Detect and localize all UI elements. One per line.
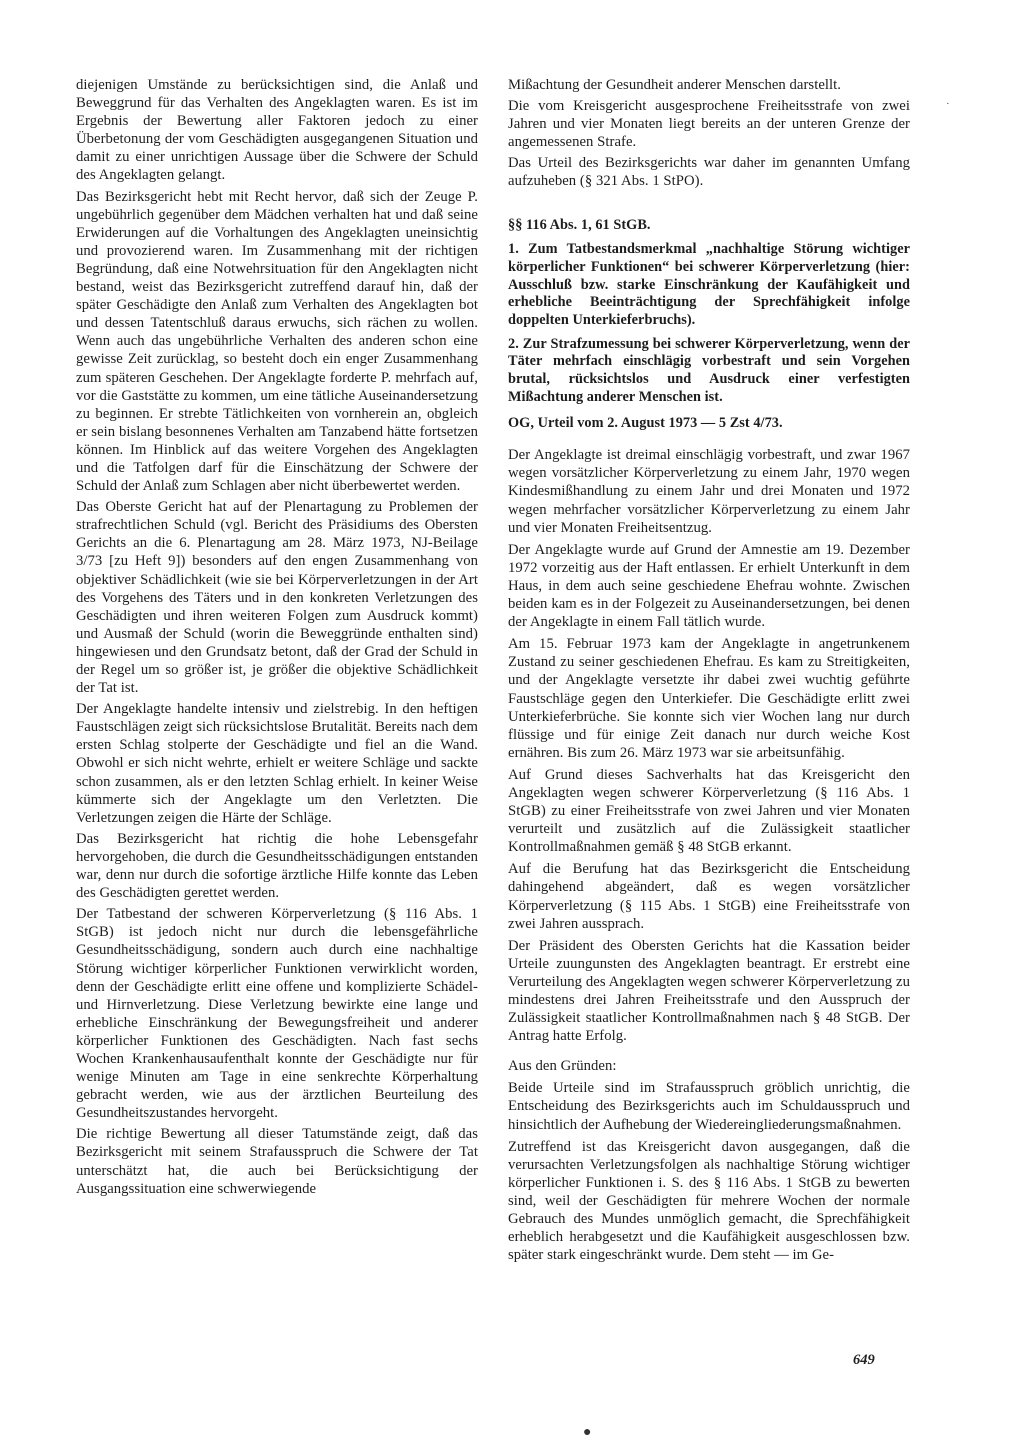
left-column <box>76 76 478 1201</box>
paragraph: Der Präsident des Obersten Gerichts hat die Kassation beider Urteile zuungunsten des Angeklagten beantragt. Er erstrebt eine Verurteilung des Angeklagten wegen schwerer Körperverletzung zu mindestens drei Jahren Freiheitsstrafe und den Ausspruch der Zulässigkeit staatlicher Kontrollmaßnahmen nach § 48 StGB. Der Antrag hatte Erfolg. <box>508 937 910 1045</box>
paragraph: Der Tatbestand der schweren Körperverletzung (§ 116 Abs. 1 StGB) ist jedoch nicht nur durch die lebensgefährliche Gesundheitsschädigung, sondern auch durch eine nachhaltige Störung wichtiger körperlicher Funktionen verwirklicht worden, denn der Geschädigte erlitt eine offene und komplizierte Schädel- und Hirnverletzung. Diese Verletzung bewirkte eine lange und erhebliche Einschränkung der Bewegungsfreiheit und anderer körperlicher Funktionen des Geschädigten. Nach fast sechs Wochen Krankenhausaufenthalt konnte der Geschädigte nur für wenige Minuten am Tage in eine senkrechte Körperhaltung gebracht werden, wie aus der ärztlichen Beurteilung des Gesundheitszustandes hervorgeht. <box>76 906 478 1122</box>
case-headnote <box>508 217 910 433</box>
paragraph: Auf Grund dieses Sachverhalts hat das Kreisgericht den Angeklagten wegen schwerer Körperverletzung (§ 116 Abs. 1 StGB) zu einer Freiheitsstrafe von zwei Jahren und vier Monaten verurteilt und zusätzlich auf die Zulässigkeit staatlicher Kontrollmaßnahmen gemäß § 48 StGB erkannt. <box>508 766 910 856</box>
paragraph: Die richtige Bewertung all dieser Tatumstände zeigt, daß das Bezirksgericht mit seinem Strafausspruch die Schwere der Tat unterschätzt hat, die auch bei Berücksichtigung der Ausgangssituation eine schwerwiegende <box>76 1126 478 1197</box>
headnote-point-1: 1. Zum Tatbestandsmerkmal „nachhaltige Störung wichtiger körperlicher Funktionen“ bei schwerer Körperverletzung (hier: Ausschluß bzw. starke Einschränkung der Kaufähigkeit und erhebliche Beeinträchtigung der Sprechfähigkeit infolge doppelten Unterkieferbruchs). <box>508 241 910 329</box>
paragraph: Das Bezirksgericht hebt mit Recht hervor, daß sich der Zeuge P. ungebührlich gegenüber dem Mädchen verhalten hat und daß seine Erwiderungen auf die Vorhaltungen des Angeklagten uneinsichtig und provozierend waren. Im Zusammenhang mit der richtigen Begründung, daß eine Notwehrsituation für den Angeklagten nicht bestand, weist das Bezirksgericht zutreffend darauf hin, daß der später Geschädigte den Anlaß zum Verhalten des Angeklagten bot und dessen Tatentschluß daraus erwuchs, sich rächen zu wollen. Wenn auch das ungebührliche Verhalten des anderen schon eine gewisse Zeit zurücklag, so besteht doch ein enger Zusammenhang zum späteren Geschehen. Der Angeklagte forderte P. mehrfach auf, vor die Gaststätte zu kommen, um eine tätliche Auseinandersetzung zu beginnen. Er strebte Tätlichkeiten von vornherein an, obgleich er sein bislang besonnenes Verhalten am Tanzabend hätte fortsetzen können. Im Hinblick auf das weitere Vorgehen des Angeklagten und die Tatfolgen darf für die Einschätzung der Schwere der Schuld der Anlaß zum Schlagen aber nicht überbewertet werden. <box>76 188 478 495</box>
paragraph: Das Bezirksgericht hat richtig die hohe Lebensgefahr hervorgehoben, die durch die Gesundheitsschädigungen entstanden war, denn nur durch die sofortige ärztliche Hilfe konnte das Leben des Geschädigten gerettet werden. <box>76 830 478 902</box>
continued-text <box>508 76 910 191</box>
paragraph: Das Urteil des Bezirksgerichts war daher im genannten Umfang aufzuheben (§ 321 Abs. 1 StPO). <box>508 155 910 190</box>
court-citation: OG, Urteil vom 2. August 1973 — 5 Zst 4/73. <box>508 414 783 431</box>
paragraph: Der Angeklagte wurde auf Grund der Amnestie am 19. Dezember 1972 vorzeitig aus der Haft entlassen. Er erhielt Unterkunft in dem Haus, in dem auch seine geschiedene Ehefrau wohnte. Zwischen beiden kam es in der Folgezeit zu Auseinandersetzungen, bei denen der Angeklagte in einem Fall tätlich wurde. <box>508 541 910 631</box>
paragraph: diejenigen Umstände zu berücksichtigen sind, die Anlaß und Beweggrund für das Verhalten des Angeklagten waren. Es ist im Ergebnis der Bewertung aller Faktoren jedoch zu einer Überbetonung der vom Geschädigten ausgegangenen Situation und damit zu einer unrichtigen Aussage über die Schwere der Schuld des Angeklagten gelangt. <box>76 77 478 184</box>
paragraph: Der Angeklagte handelte intensiv und zielstrebig. In den heftigen Faustschlägen zeigt sich rücksichtslose Brutalität. Bereits nach dem ersten Schlag stolperte der Geschädigte und fiel an die Wand. Obwohl er sich nicht wehrte, erhielt er weitere Schläge und sackte schon zusammen, als er den letzten Schlag erhielt. In keiner Weise kümmerte sich der Angeklagte um den Verletzten. Die Verletzungen zeigen die Härte der Schläge. <box>76 701 478 826</box>
paragraph: Beide Urteile sind im Strafausspruch gröblich unrichtig, die Entscheidung des Bezirksgerichts auch im Schuldausspruch und hinsichtlich der Aufhebung der Wiedereingliederungsmaßnahmen. <box>508 1080 910 1133</box>
headnote-point-2: 2. Zur Strafzumessung bei schwerer Körperverletzung, wenn der Täter mehrfach einschlägig vorbestraft und sein Vorgehen brutal, rücksichtslos und Ausdruck einer verfestigten Mißachtung anderer Menschen ist. <box>508 335 910 405</box>
paragraph: Zutreffend ist das Kreisgericht davon ausgegangen, daß die verursachten Verletzungsfolgen als nachhaltige Störung wichtiger körperlicher Funktionen i. S. des § 116 Abs. 1 StGB zu bewerten sind, weil der Geschädigten für mehrere Wochen der normale Gebrauch des Mundes unmöglich gemacht, die Sprechfähigkeit erheblich herabgesetzt und die Kaufähigkeit ausgeschlossen bzw. später stark eingeschränkt wurde. Dem steht — im Ge- <box>508 1138 910 1264</box>
paragraph: Das Oberste Gericht hat auf der Plenartagung zu Problemen der strafrechtlichen Schuld (vgl. Bericht des Präsidiums des Obersten Gerichts an die 6. Plenartagung am 28. März 1973, NJ-Beilage 3/73 [zu Heft 9]) besonders auf den engen Zusammenhang von objektiver Schädlichkeit (wie sie bei Körperverletzungen in der Art des Vorgehens des Täters und in den konkreten Verletzungen des Geschädigten und ihren weiteren Folgen zum Ausdruck kommt) und Ausmaß der Schuld (worin die Beweggründe enthalten sind) hingewiesen und den Grundsatz betont, daß der Grad der Schuld in der Regel um so größer ist, je größer die objektive Schädlichkeit der Tat ist. <box>76 499 478 697</box>
right-column <box>508 76 910 1268</box>
paragraph: Die vom Kreisgericht ausgesprochene Freiheitsstrafe von zwei Jahren und vier Monaten liegt bereits an der unteren Grenze der angemessenen Strafe. <box>508 98 910 151</box>
paragraph: Am 15. Februar 1973 kam der Angeklagte in angetrunkenem Zustand zu seiner geschiedenen Ehefrau. Es kam zu Streitigkeiten, und der Angeklagte versetzte ihr dabei zwei wuchtig geführte Faustschläge gegen den Unterkiefer. Die Geschädigte erlitt zwei Unterkieferbrüche. Sie konnte sich vier Wochen lang nur durch flüssige und für einige Zeit danach nur durch weiche Kost ernähren. Bis zum 26. März 1973 war sie arbeitsunfähig. <box>508 636 910 761</box>
scan-speck-icon: · <box>946 98 950 110</box>
page-number: 649 <box>853 1352 875 1368</box>
paragraph: Auf die Berufung hat das Bezirksgericht die Entscheidung dahingehend abgeändert, daß es wegen vorsätzlicher Körperverletzung (§ 115 Abs. 1 StGB) eine Freiheitsstrafe von zwei Jahren aussprach. <box>508 861 910 932</box>
statute-reference: §§ 116 Abs. 1, 61 StGB. <box>508 216 651 233</box>
paragraph: Der Angeklagte ist dreimal einschlägig vorbestraft, und zwar 1967 wegen vorsätzlicher Körperverletzung zu einem Jahr, 1970 wegen Kindesmißhandlung zu einem Jahr und drei Monaten und 1972 wegen mehrfacher vorsätzlicher Körperverletzung zu einem Jahr und vier Monaten Freiheitsentzug. <box>508 447 910 536</box>
paragraph: Mißachtung der Gesundheit anderer Menschen darstellt. <box>508 77 842 93</box>
grounds-heading: Aus den Gründen: <box>508 1058 617 1075</box>
scan-speck-icon: ● <box>583 1425 592 1440</box>
